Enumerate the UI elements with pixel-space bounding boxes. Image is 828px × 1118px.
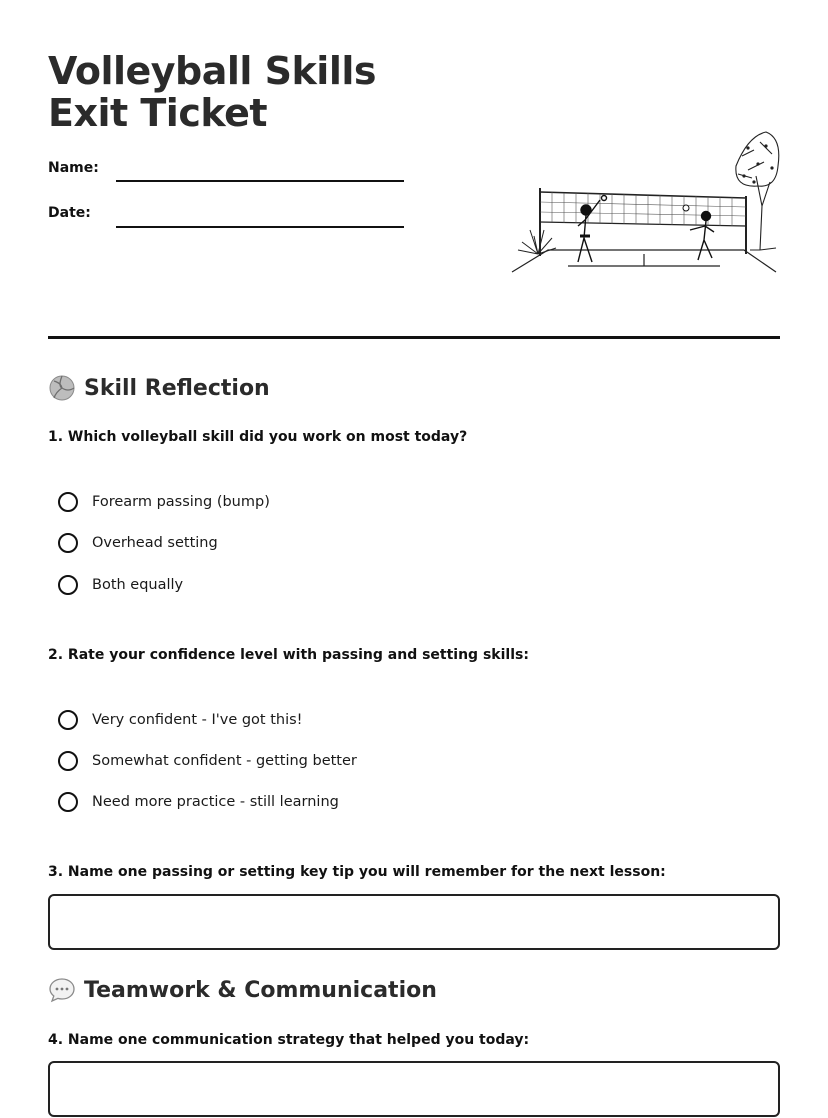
- radio-button[interactable]: [58, 751, 78, 771]
- option-label: Overhead setting: [92, 535, 218, 551]
- option-label: Very confident - I've got this!: [92, 712, 303, 728]
- name-label: Name:: [48, 160, 99, 176]
- date-field[interactable]: [116, 226, 404, 228]
- date-label: Date:: [48, 205, 91, 221]
- skill-reflection-heading: [48, 374, 270, 402]
- page-title: Volleyball Skills Exit Ticket: [48, 49, 376, 135]
- option-label: Somewhat confident - getting better: [92, 753, 357, 769]
- skill-reflection-title: Skill Reflection: [84, 375, 270, 401]
- radio-button[interactable]: [58, 575, 78, 595]
- radio-button[interactable]: [58, 492, 78, 512]
- name-field[interactable]: [116, 180, 404, 182]
- question-3: 3. Name one passing or setting key tip you will remember for the next lesson:: [48, 864, 666, 880]
- question-1: 1. Which volleyball skill did you work on most today?: [48, 429, 468, 445]
- option-label: Forearm passing (bump): [92, 494, 270, 510]
- question-4: 4. Name one communication strategy that helped you today:: [48, 1032, 530, 1048]
- teamwork-heading: [48, 976, 437, 1004]
- speech-bubble-icon: [48, 976, 76, 1004]
- question-2: 2. Rate your confidence level with passing and setting skills:: [48, 647, 529, 663]
- teamwork-title: Teamwork & Communication: [84, 977, 437, 1003]
- volleyball-icon: [48, 374, 76, 402]
- q3-answer-box[interactable]: [48, 894, 780, 950]
- header-divider: [48, 336, 780, 339]
- q2-option-need-more-practice[interactable]: [58, 792, 339, 812]
- option-label: Need more practice - still learning: [92, 794, 339, 810]
- option-label: Both equally: [92, 577, 184, 593]
- radio-button[interactable]: [58, 710, 78, 730]
- q2-option-somewhat-confident[interactable]: [58, 751, 357, 771]
- q2-option-very-confident[interactable]: [58, 710, 303, 730]
- q1-option-forearm-passing[interactable]: [58, 492, 270, 512]
- q1-option-both-equally[interactable]: [58, 575, 183, 595]
- q1-option-overhead-setting[interactable]: [58, 533, 218, 553]
- beach-volleyball-illustration: [508, 126, 782, 276]
- q4-answer-box[interactable]: [48, 1061, 780, 1117]
- radio-button[interactable]: [58, 533, 78, 553]
- radio-button[interactable]: [58, 792, 78, 812]
